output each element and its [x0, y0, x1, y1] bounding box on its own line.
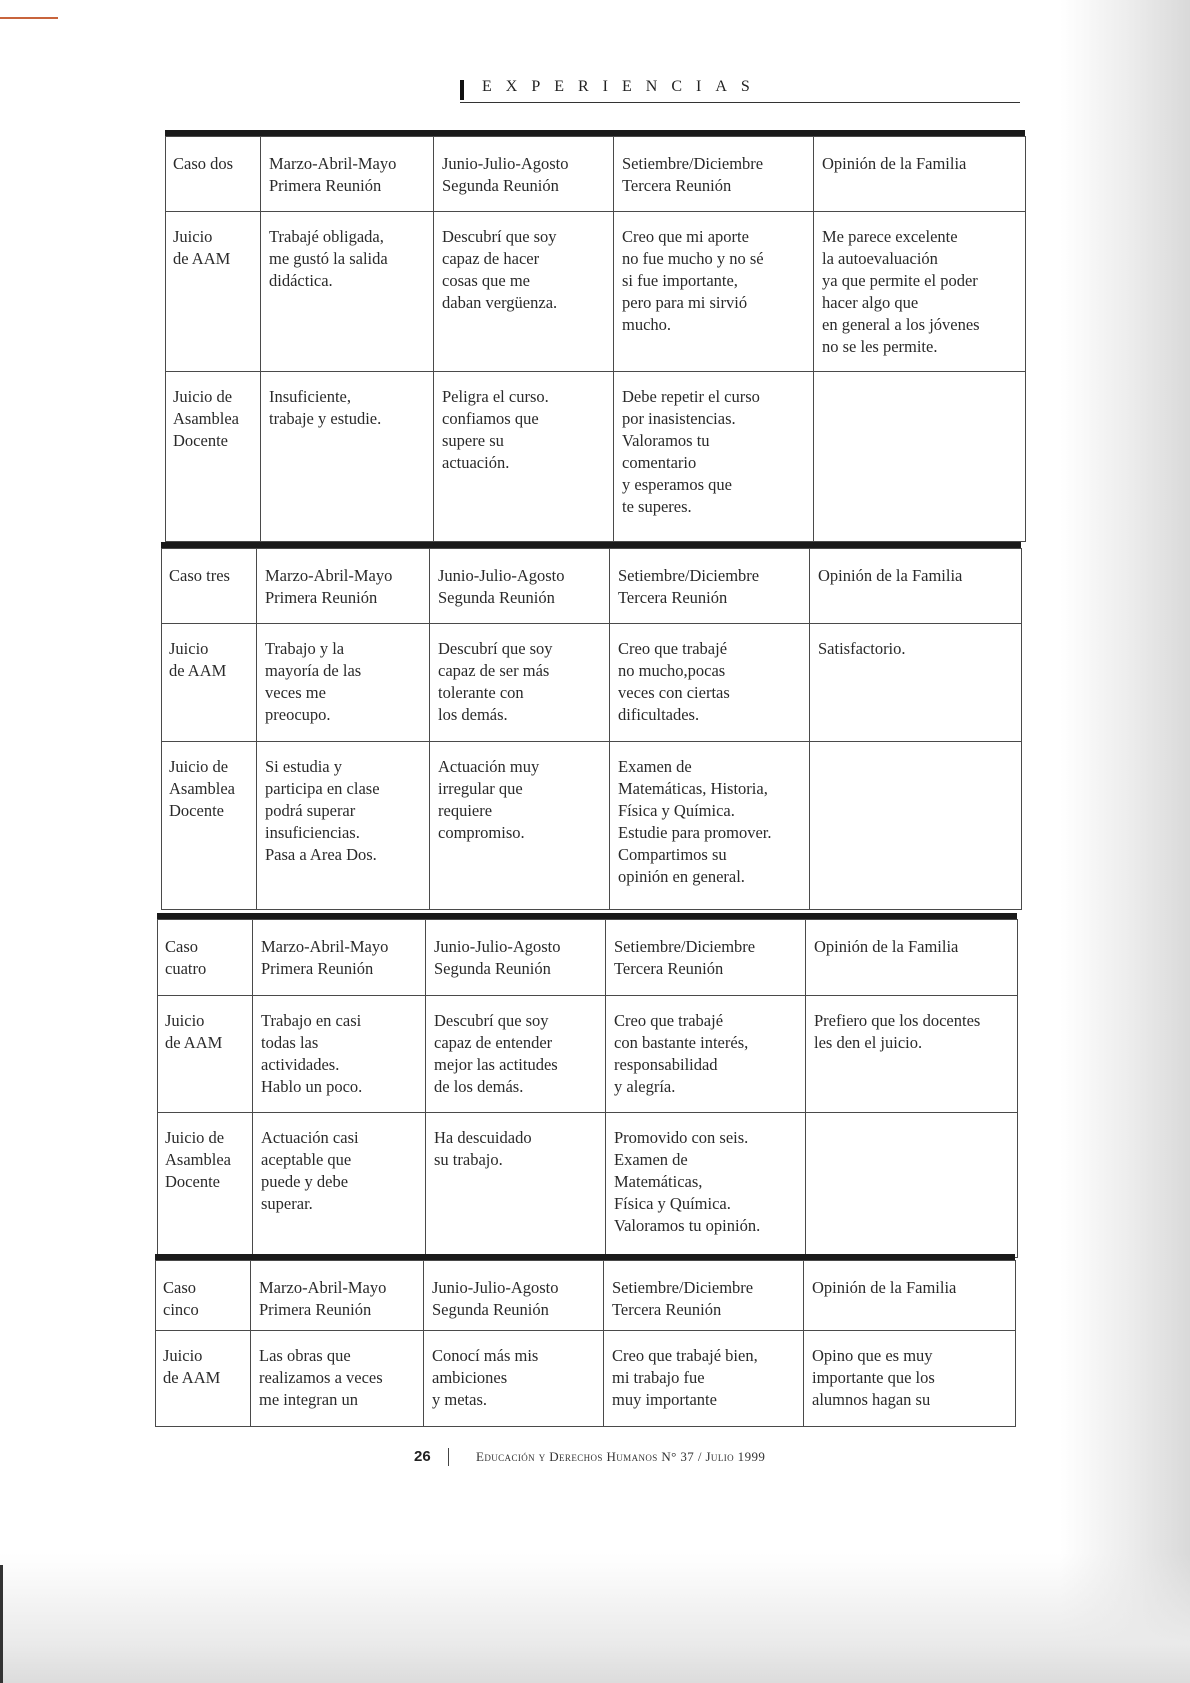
- column-header: [430, 549, 610, 624]
- column-header: [604, 1261, 804, 1331]
- cell-text: Me parece excelente la autoevaluación ya que permite el poder hacer algo que en general a los jóvenes no se les permite.: [822, 227, 980, 356]
- column-header-label: Opinión de la Familia: [812, 1278, 957, 1297]
- table-cell: [614, 372, 814, 542]
- column-header-label: Marzo-Abril-Mayo Primera Reunión: [265, 566, 393, 607]
- case-title: Caso cuatro: [165, 937, 207, 978]
- case-table: [161, 548, 1022, 910]
- table-cell: [261, 212, 434, 372]
- table-row: [162, 624, 1022, 742]
- table-row: [158, 1113, 1018, 1258]
- cell-text: Satisfactorio.: [818, 639, 906, 658]
- table-cell: [251, 1331, 424, 1427]
- case-title: Caso cinco: [163, 1278, 199, 1319]
- header-rule: [460, 102, 1020, 103]
- column-header: [426, 920, 606, 996]
- page-edge-shadow: [1060, 0, 1190, 1683]
- case-title: Caso dos: [173, 154, 234, 173]
- column-header: [810, 549, 1022, 624]
- table-row: [162, 742, 1022, 910]
- case-title-cell: [158, 920, 253, 996]
- scan-corner-mark: [0, 17, 58, 19]
- footer-separator: [448, 1448, 449, 1466]
- cell-text: Actuación casi aceptable que puede y debe superar.: [261, 1128, 359, 1213]
- cell-text: Descubrí que soy capaz de ser más tolerante con los demás.: [438, 639, 553, 724]
- column-header: [253, 920, 426, 996]
- table-header-row: [156, 1261, 1016, 1331]
- column-header: [434, 137, 614, 212]
- cell-text: Conocí más mis ambiciones y metas.: [432, 1346, 539, 1409]
- cell-text: Descubrí que soy capaz de entender mejor las actitudes de los demás.: [434, 1011, 558, 1096]
- table-cell: [804, 1331, 1016, 1427]
- row-label-cell: [156, 1331, 251, 1427]
- column-header: [261, 137, 434, 212]
- row-label-cell: [166, 372, 261, 542]
- column-header-label: Setiembre/Diciembre Tercera Reunión: [618, 566, 760, 607]
- table-cell: [810, 742, 1022, 910]
- cell-text: Trabajo en casi todas las actividades. Hablo un poco.: [261, 1011, 363, 1096]
- case-table: [157, 919, 1018, 1258]
- table-cell: [434, 212, 614, 372]
- table-cell: [614, 212, 814, 372]
- column-header-label: Marzo-Abril-Mayo Primera Reunión: [269, 154, 397, 195]
- cell-text: Creo que trabajé no mucho,pocas veces con ciertas dificultades.: [618, 639, 730, 724]
- table-row: [166, 372, 1026, 542]
- scan-edge-mark: [0, 1565, 3, 1683]
- column-header-label: Opinión de la Familia: [814, 937, 959, 956]
- page-number: 26: [414, 1448, 431, 1465]
- column-header: [814, 137, 1026, 212]
- case-table: [165, 136, 1026, 542]
- column-header: [610, 549, 810, 624]
- case-table-tres: [161, 542, 1021, 910]
- case-title-cell: [156, 1261, 251, 1331]
- column-header-label: Opinión de la Familia: [818, 566, 963, 585]
- row-label: Juicio de Asamblea Docente: [165, 1128, 231, 1191]
- table-header-row: [162, 549, 1022, 624]
- table-header-row: [158, 920, 1018, 996]
- table-cell: [810, 624, 1022, 742]
- column-header-label: Marzo-Abril-Mayo Primera Reunión: [259, 1278, 387, 1319]
- column-header-label: Junio-Julio-Agosto Segunda Reunión: [434, 937, 561, 978]
- row-label-cell: [162, 742, 257, 910]
- cell-text: Trabajo y la mayoría de las veces me preocupo.: [265, 639, 362, 724]
- row-label-cell: [162, 624, 257, 742]
- page-footer: [0, 1448, 1190, 1478]
- table-cell: [814, 372, 1026, 542]
- cell-text: Creo que mi aporte no fue mucho y no sé si fue importante, pero para mi sirvió mucho.: [622, 227, 764, 334]
- cell-text: Opino que es muy importante que los alumnos hagan su: [812, 1346, 935, 1409]
- case-table-cuatro: [157, 913, 1017, 1258]
- column-header-label: Junio-Julio-Agosto Segunda Reunión: [438, 566, 565, 607]
- table-cell: [257, 742, 430, 910]
- case-table: [155, 1260, 1016, 1427]
- row-label: Juicio de AAM: [163, 1346, 221, 1387]
- table-cell: [426, 1113, 606, 1258]
- column-header: [251, 1261, 424, 1331]
- row-label: Juicio de Asamblea Docente: [169, 757, 235, 820]
- table-row: [156, 1331, 1016, 1427]
- journal-citation: Educación y Derechos Humanos N° 37 / Julio 1999: [476, 1449, 766, 1464]
- cell-text: Descubrí que soy capaz de hacer cosas que me daban vergüenza.: [442, 227, 558, 312]
- cell-text: Si estudia y participa en clase podrá superar insuficiencias. Pasa a Area Dos.: [265, 757, 380, 864]
- column-header-label: Marzo-Abril-Mayo Primera Reunión: [261, 937, 389, 978]
- row-label-cell: [158, 996, 253, 1113]
- column-header-label: Setiembre/Diciembre Tercera Reunión: [612, 1278, 754, 1319]
- cell-text: Trabajé obligada, me gustó la salida didáctica.: [269, 227, 388, 290]
- cell-text: Actuación muy irregular que requiere compromiso.: [438, 757, 540, 842]
- cell-text: Examen de Matemáticas, Historia, Física y Química. Estudie para promover. Compartimos su opinión en general.: [618, 757, 772, 886]
- case-table-cinco: [155, 1254, 1015, 1427]
- cell-text: Insuficiente, trabaje y estudie.: [269, 387, 382, 428]
- cell-text: Debe repetir el curso por inasistencias. Valoramos tu comentario y esperamos que te superes.: [622, 387, 760, 516]
- table-cell: [253, 1113, 426, 1258]
- cell-text: Las obras que realizamos a veces me integran un: [259, 1346, 383, 1409]
- page-bottom-shadow: [0, 1553, 1190, 1683]
- table-cell: [253, 996, 426, 1113]
- table-cell: [426, 996, 606, 1113]
- case-table-dos: [165, 130, 1025, 542]
- column-header: [614, 137, 814, 212]
- column-header: [257, 549, 430, 624]
- table-row: [166, 212, 1026, 372]
- row-label: Juicio de AAM: [165, 1011, 223, 1052]
- section-title: EXPERIENCIAS: [482, 78, 764, 95]
- row-label-cell: [166, 212, 261, 372]
- section-header: [460, 78, 1020, 104]
- table-row: [158, 996, 1018, 1113]
- table-cell: [261, 372, 434, 542]
- column-header-label: Opinión de la Familia: [822, 154, 967, 173]
- table-cell: [604, 1331, 804, 1427]
- table-cell: [610, 742, 810, 910]
- cell-text: Creo que trabajé con bastante interés, responsabilidad y alegría.: [614, 1011, 749, 1096]
- column-header-label: Junio-Julio-Agosto Segunda Reunión: [432, 1278, 559, 1319]
- table-cell: [424, 1331, 604, 1427]
- case-title: Caso tres: [169, 566, 230, 585]
- table-cell: [257, 624, 430, 742]
- row-label: Juicio de Asamblea Docente: [173, 387, 239, 450]
- row-label-cell: [158, 1113, 253, 1258]
- table-cell: [814, 212, 1026, 372]
- cell-text: Creo que trabajé bien, mi trabajo fue muy importante: [612, 1346, 758, 1409]
- column-header: [606, 920, 806, 996]
- table-cell: [430, 742, 610, 910]
- column-header: [424, 1261, 604, 1331]
- cell-text: Peligra el curso. confiamos que supere su actuación.: [442, 387, 549, 472]
- cell-text: Ha descuidado su trabajo.: [434, 1128, 532, 1169]
- column-header-label: Setiembre/Diciembre Tercera Reunión: [614, 937, 756, 978]
- column-header: [806, 920, 1018, 996]
- case-title-cell: [162, 549, 257, 624]
- table-cell: [430, 624, 610, 742]
- table-cell: [806, 1113, 1018, 1258]
- row-label: Juicio de AAM: [169, 639, 227, 680]
- cell-text: Promovido con seis. Examen de Matemáticas, Física y Química. Valoramos tu opinión.: [614, 1128, 761, 1235]
- cell-text: Prefiero que los docentes les den el juicio.: [814, 1011, 981, 1052]
- column-header-label: Junio-Julio-Agosto Segunda Reunión: [442, 154, 569, 195]
- table-cell: [806, 996, 1018, 1113]
- column-header: [804, 1261, 1016, 1331]
- case-title-cell: [166, 137, 261, 212]
- row-label: Juicio de AAM: [173, 227, 231, 268]
- table-cell: [606, 1113, 806, 1258]
- table-cell: [434, 372, 614, 542]
- table-cell: [606, 996, 806, 1113]
- table-cell: [610, 624, 810, 742]
- column-header-label: Setiembre/Diciembre Tercera Reunión: [622, 154, 764, 195]
- header-bar: [460, 80, 464, 100]
- table-header-row: [166, 137, 1026, 212]
